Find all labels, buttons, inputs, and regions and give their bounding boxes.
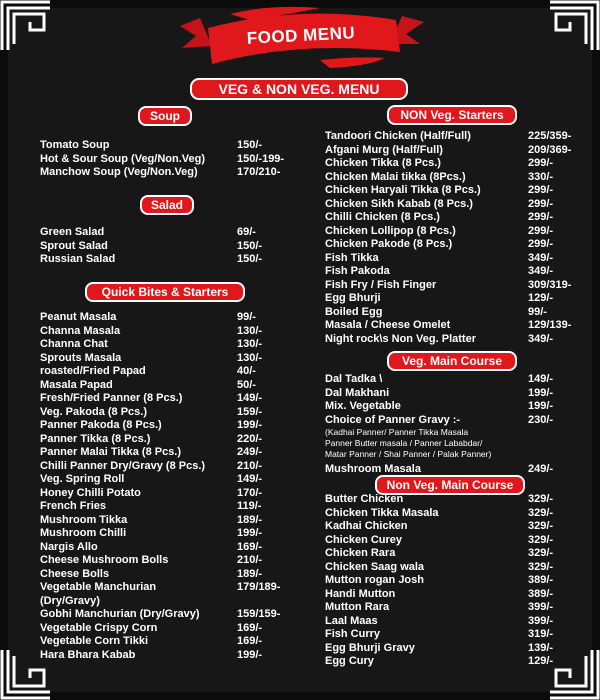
nonveg-starters-list	[325, 130, 572, 346]
menu-item	[40, 253, 310, 267]
menu-subtitle: VEG & NON VEG. MENU	[190, 78, 408, 100]
item-name: (Dry/Gravy)	[40, 594, 100, 607]
item-price: 99/-	[528, 305, 547, 318]
menu-item	[40, 419, 312, 433]
menu-item	[325, 655, 557, 669]
menu-item	[325, 130, 572, 144]
menu-title: FOOD MENU	[246, 23, 356, 48]
item-price: 329/-	[528, 533, 554, 546]
item-name: Panner Malai Tikka (8 Pcs.)	[40, 446, 182, 458]
item-name: Hot & Sour Soup (Veg/Non.Veg)	[40, 152, 205, 165]
item-price: 210/-	[237, 459, 263, 472]
menu-item	[325, 184, 557, 198]
item-name: French Fries	[40, 500, 107, 512]
menu-item	[325, 493, 557, 507]
item-name: Vegetable Manchurian	[40, 581, 157, 593]
item-name: Hara Bhara Kabab	[40, 648, 136, 661]
item-price: 149/-	[237, 392, 263, 404]
item-name: Peanut Masala	[40, 311, 117, 323]
item-price: 329/-	[528, 520, 554, 532]
section-header-salad: Salad	[140, 195, 194, 215]
menu-item	[325, 198, 557, 212]
item-price: 199/-	[237, 527, 263, 539]
menu-item	[325, 400, 557, 414]
item-price: 309/319-	[528, 278, 572, 291]
menu-item	[325, 574, 557, 588]
item-name: Boiled Egg	[325, 305, 383, 318]
menu-item	[325, 306, 557, 320]
title-banner	[170, 6, 432, 70]
item-name: Green Salad	[40, 226, 105, 238]
item-price: 130/-	[237, 338, 263, 350]
item-name: Chicken Saag wala	[325, 560, 425, 573]
item-price: 189/-	[237, 513, 263, 526]
menu-item	[40, 240, 310, 254]
item-price: 169/-	[237, 621, 263, 634]
item-price: 209/369-	[528, 143, 572, 156]
menu-item	[325, 520, 557, 534]
menu-item	[325, 387, 557, 401]
menu-item	[325, 642, 557, 656]
menu-item	[325, 333, 557, 347]
menu-item	[40, 365, 312, 379]
menu-item	[325, 628, 557, 642]
item-price: 129/139-	[528, 319, 572, 331]
item-name: Fish Pakoda	[325, 265, 390, 277]
item-name: Cheese Mushroom Bolls	[40, 554, 169, 566]
menu-item	[325, 157, 557, 171]
item-price: 349/-	[528, 332, 554, 345]
item-price: 189/-	[237, 567, 263, 580]
item-name: Egg Bhurji Gravy	[325, 641, 415, 654]
menu-item	[40, 635, 312, 649]
item-price: 199/-	[237, 419, 263, 431]
item-price: 349/-	[528, 265, 554, 277]
menu-item	[40, 311, 312, 325]
item-name: Chilli Panner Dry/Gravy (8 Pcs.)	[40, 459, 206, 472]
menu-item	[40, 622, 312, 636]
menu-item	[40, 166, 310, 180]
menu-item	[40, 541, 312, 555]
menu-item	[325, 143, 572, 158]
item-price: 329/-	[528, 560, 554, 573]
item-name: Mushroom Tikka	[40, 513, 128, 526]
item-name: Panner Tikka (8 Pcs.)	[40, 432, 151, 445]
item-name: Veg. Pakoda (8 Pcs.)	[40, 405, 147, 418]
item-price: 40/-	[237, 365, 256, 377]
item-price: 50/-	[237, 378, 256, 391]
item-price: 230/-	[528, 413, 554, 426]
menu-item	[40, 460, 312, 474]
note-line: Matar Panner / Shai Panner / Palak Panner)	[325, 449, 492, 459]
item-name: Tandoori Chicken (Half/Full)	[325, 130, 471, 142]
item-price: 299/-	[528, 238, 554, 250]
item-name: Cheese Bolls	[40, 567, 110, 580]
item-name: Egg Cury	[325, 655, 374, 667]
item-name: Choice of Panner Gravy :-	[325, 413, 461, 426]
item-name: Channa Chat	[40, 338, 108, 350]
menu-item	[325, 211, 557, 225]
item-price: 150/-	[237, 239, 263, 252]
item-price: 199/-	[237, 648, 263, 661]
item-price: 389/-	[528, 587, 554, 600]
item-price: 225/359-	[528, 130, 572, 142]
menu-item	[325, 238, 557, 252]
item-name: Chicken Tikka (8 Pcs.)	[325, 157, 441, 169]
note-line: (Kadhai Panner/ Panner Tikka Masala	[325, 427, 469, 437]
item-price: 330/-	[528, 170, 554, 183]
menu-item	[325, 534, 557, 548]
item-name: Butter Chicken	[325, 493, 404, 505]
menu-item	[40, 153, 310, 167]
item-price: 329/-	[528, 493, 554, 505]
menu-item	[325, 319, 572, 333]
item-price: 159/159-	[237, 608, 281, 620]
item-price: 299/-	[528, 224, 554, 237]
item-name: roasted/Fried Papad	[40, 365, 146, 377]
item-name: Mix. Vegetable	[325, 400, 401, 412]
item-price: 139/-	[528, 641, 554, 654]
item-price: 129/-	[528, 655, 554, 667]
item-name: Vegetable Corn Tikki	[40, 635, 149, 647]
item-price: 249/-	[528, 463, 554, 475]
item-name: Honey Chilli Potato	[40, 486, 141, 499]
item-name: Chicken Malai tikka (8Pcs.)	[325, 170, 466, 183]
item-name: Tomato Soup	[40, 139, 110, 151]
item-price: 249/-	[237, 446, 263, 458]
item-price: 179/189-	[237, 581, 281, 593]
note-line: Panner Butter masala / Panner Lababdar/	[325, 438, 483, 448]
menu-item	[40, 581, 312, 595]
item-name: Chicken Haryali Tikka (8 Pcs.)	[325, 184, 481, 196]
item-price: 210/-	[237, 554, 263, 566]
menu-item	[40, 139, 310, 153]
menu-item	[325, 507, 557, 521]
item-name: Gobhi Manchurian (Dry/Gravy)	[40, 608, 200, 620]
item-price: 150/-199-	[237, 152, 285, 165]
corner-ornament-top-right	[548, 0, 600, 52]
item-name: Handi Mutton	[325, 587, 396, 600]
menu-item	[325, 292, 557, 306]
menu-item	[40, 554, 312, 568]
veg-main-list	[325, 373, 557, 477]
menu-item	[40, 352, 312, 366]
item-name: Veg. Spring Roll	[40, 473, 125, 485]
item-price: 150/-	[237, 139, 263, 151]
item-name: Dal Tadka \	[325, 373, 383, 385]
section-header-quick-bites: Quick Bites & Starters	[85, 282, 245, 302]
menu-item	[325, 615, 557, 629]
item-name: Chicken Pakode (8 Pcs.)	[325, 238, 453, 250]
item-price: 159/-	[237, 405, 263, 418]
menu-item	[40, 568, 312, 582]
item-name: Egg Bhurji	[325, 292, 381, 304]
item-price: 349/-	[528, 251, 554, 264]
item-name: Chicken Rara	[325, 547, 396, 559]
menu-item	[325, 414, 557, 428]
item-price: 169/-	[237, 540, 263, 553]
item-name: Chicken Tikka Masala	[325, 506, 439, 519]
item-name: Russian Salad	[40, 253, 116, 265]
item-price: 199/-	[528, 386, 554, 399]
soup-list	[40, 139, 310, 180]
menu-item	[40, 433, 312, 447]
menu-item	[40, 527, 312, 541]
item-name: Afgani Murg (Half/Full)	[325, 143, 443, 156]
item-name: Laal Maas	[325, 614, 378, 627]
item-price: 150/-	[237, 253, 263, 265]
menu-item	[40, 338, 312, 352]
menu-item	[325, 561, 557, 575]
quick-bites-list	[40, 311, 312, 662]
item-name: Fresh/Fried Panner (8 Pcs.)	[40, 392, 183, 404]
item-name: Sprouts Masala	[40, 351, 122, 364]
menu-item	[40, 406, 312, 420]
item-price: 170/210-	[237, 166, 281, 178]
menu-item	[40, 595, 312, 609]
menu-item	[325, 601, 557, 615]
item-name: Chilli Chicken (8 Pcs.)	[325, 211, 440, 223]
menu-item	[325, 252, 557, 266]
menu-item	[325, 373, 557, 387]
item-price: 299/-	[528, 211, 554, 223]
item-price: 389/-	[528, 574, 554, 586]
item-name: Fish Curry	[325, 628, 381, 640]
menu-item	[325, 278, 572, 293]
salad-list	[40, 226, 310, 267]
item-name: Panner Pakoda (8 Pcs.)	[40, 419, 162, 431]
item-price: 299/-	[528, 184, 554, 196]
section-header-veg-main: Veg. Main Course	[387, 351, 517, 371]
item-name: Fish Fry / Fish Finger	[325, 278, 437, 291]
menu-item	[40, 325, 312, 339]
menu-item	[40, 379, 312, 393]
item-price: 99/-	[237, 311, 256, 323]
item-name: Mutton rogan Josh	[325, 574, 424, 586]
item-price: 130/-	[237, 324, 263, 337]
item-name: Chicken Curey	[325, 533, 403, 546]
item-name: Channa Masala	[40, 324, 121, 337]
item-name: Night rock\s Non Veg. Platter	[325, 332, 476, 345]
item-price: 399/-	[528, 601, 554, 613]
item-price: 170/-	[237, 486, 263, 499]
item-price: 329/-	[528, 506, 554, 519]
item-name: Kadhai Chicken	[325, 520, 408, 532]
item-name: Fish Tikka	[325, 251, 379, 264]
menu-item	[40, 473, 312, 487]
section-header-nonveg-main: Non Veg. Main Course	[375, 475, 525, 495]
item-price: 169/-	[237, 635, 263, 647]
section-header-soup: Soup	[138, 106, 192, 126]
item-price: 299/-	[528, 157, 554, 169]
menu-item	[40, 226, 310, 240]
item-price: 129/-	[528, 292, 554, 304]
item-name: Nargis Allo	[40, 540, 98, 553]
item-price: 399/-	[528, 614, 554, 627]
item-name: Masala Papad	[40, 378, 113, 391]
menu-item	[40, 514, 312, 528]
item-name: Dal Makhani	[325, 386, 390, 399]
item-price: 119/-	[237, 500, 262, 512]
item-price: 149/-	[237, 473, 263, 485]
item-price: 319/-	[528, 628, 554, 640]
item-price: 130/-	[237, 351, 263, 364]
item-price: 220/-	[237, 432, 263, 445]
menu-item	[40, 649, 312, 663]
item-name: Sprout Salad	[40, 239, 108, 252]
item-name: Mushroom Chilli	[40, 527, 127, 539]
item-name: Vegetable Crispy Corn	[40, 621, 158, 634]
section-header-nonveg-starters: NON Veg. Starters	[387, 105, 517, 125]
menu-item	[40, 500, 312, 514]
menu-item	[325, 225, 557, 239]
menu-item	[325, 588, 557, 602]
item-price: 329/-	[528, 547, 554, 559]
menu-item	[325, 171, 557, 185]
item-price: 299/-	[528, 197, 554, 210]
item-price: 149/-	[528, 373, 554, 385]
menu-item	[40, 487, 312, 501]
nonveg-main-list	[325, 493, 557, 669]
item-name: Chicken Sikh Kabab (8 Pcs.)	[325, 197, 473, 210]
item-name: Mushroom Masala	[325, 463, 421, 475]
menu-item	[325, 265, 557, 279]
item-name: Masala / Cheese Omelet	[325, 319, 451, 331]
item-name: Mutton Rara	[325, 601, 390, 613]
item-price: 199/-	[528, 400, 554, 412]
corner-ornament-top-left	[0, 0, 52, 52]
menu-item	[325, 547, 557, 561]
menu-item	[40, 446, 312, 460]
item-name: Chicken Lollipop (8 Pcs.)	[325, 224, 456, 237]
menu-item	[40, 608, 312, 622]
item-price: 69/-	[237, 226, 256, 238]
item-name: Manchow Soup (Veg/Non.Veg)	[40, 166, 198, 178]
menu-item	[40, 392, 312, 406]
